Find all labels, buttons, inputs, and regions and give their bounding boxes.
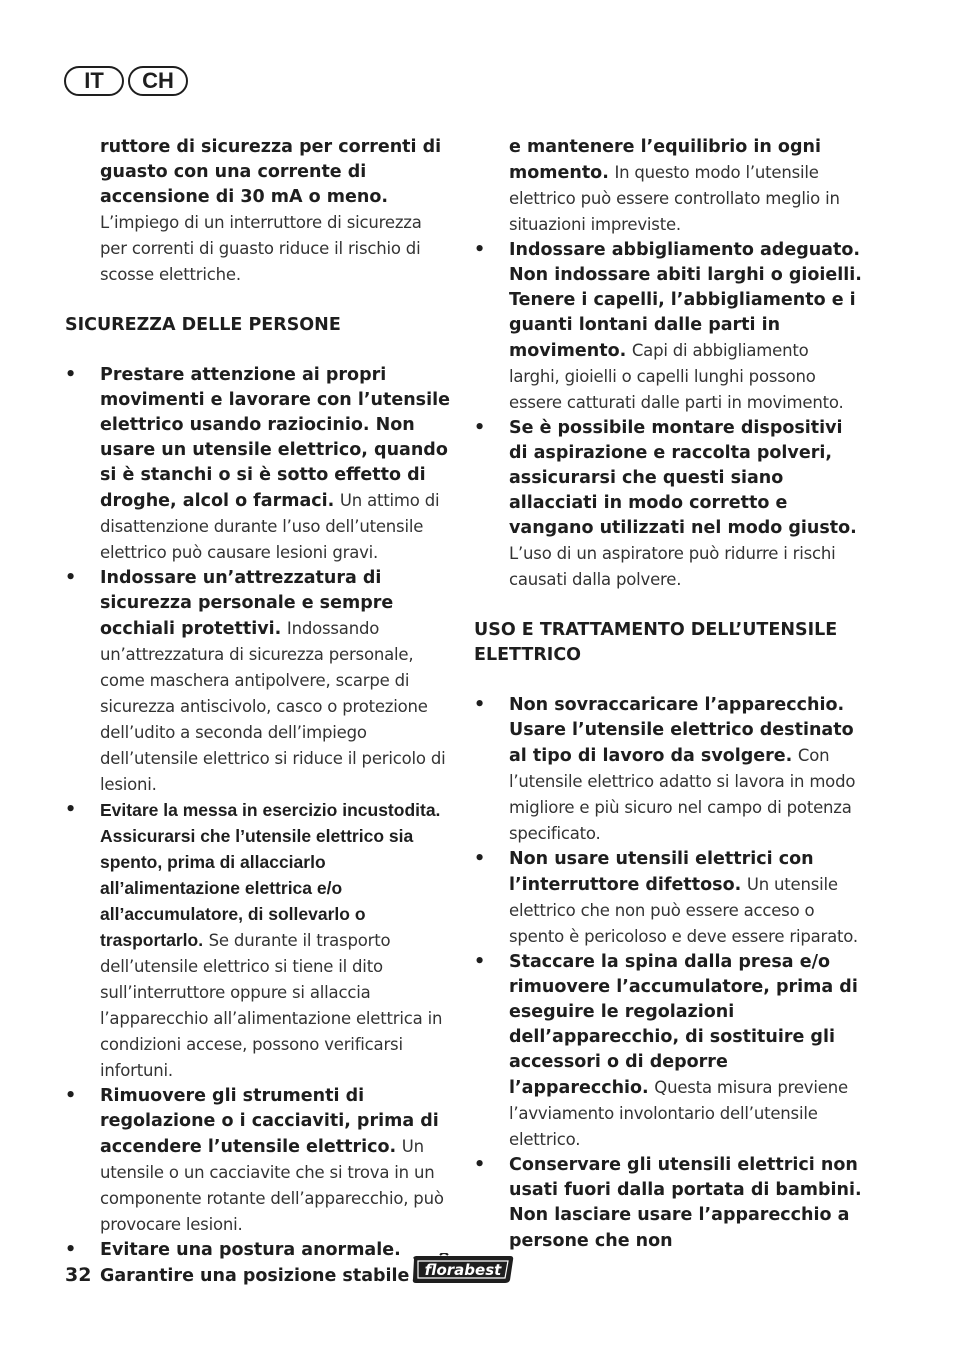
florabest-logo xyxy=(410,1253,516,1285)
bullet-icon: • xyxy=(65,365,77,385)
item-bold-text: Staccare la spina dalla presa e/o rimuovere l’accumulatore, prima di eseguire le regolazioni dell’apparecchio, di sostituire gli accessori o di deporre l’apparecchio. xyxy=(509,952,858,1098)
item-bold-text: Conservare gli utensili elettrici non usati fuori dalla portata di bambini. Non lasciare usare l’apparecchio a persone che non xyxy=(509,1155,862,1251)
paragraph-bold-text: e mantenere l’equilibrio in ogni momento. xyxy=(509,137,821,183)
bullet-icon: • xyxy=(65,1086,77,1106)
language-badge-ch: CH xyxy=(128,66,188,96)
paragraph-bold-text: ruttore di sicurezza per correnti di guasto con una corrente di accensione di 30 mA o meno. xyxy=(100,137,442,207)
list-item xyxy=(65,1084,453,1238)
logo-wordmark: florabest xyxy=(424,1261,502,1279)
section-heading-tool-use: USO E TRATTAMENTO DELL’UTENSILE ELETTRICO xyxy=(474,620,838,665)
item-bold-text: Non sovraccaricare l’apparecchio. Usare l’utensile elettrico destinato al tipo di lavoro da svolgere. xyxy=(509,695,854,766)
list-item xyxy=(474,1153,862,1254)
item-bold-text: Evitare una postura anormale. Garantire una posizione stabile xyxy=(100,1240,410,1286)
language-badge-it: IT xyxy=(64,66,124,96)
item-text: Indossando un’attrezzatura di sicurezza personale, come maschera antipolvere, scarpe di sicurezza antiscivolo, casco o protezione dell’udito a seconda dell’impiego dell’utensile elettrico si riduce il pericolo di lesioni. xyxy=(100,619,446,794)
left-column xyxy=(65,135,453,1289)
bullet-icon: • xyxy=(474,849,486,869)
bullet-icon: • xyxy=(65,1240,77,1260)
bullet-icon: • xyxy=(65,568,77,588)
item-bold-text: Se è possibile montare dispositivi di aspirazione e raccolta polveri, assicurarsi che questi siano allacciati in modo corretto e vangano utilizzati nel modo giusto. xyxy=(509,418,857,538)
continued-paragraph xyxy=(474,135,862,238)
item-text: Questa misura previene l’avviamento involontario dell’utensile elettrico. xyxy=(509,1078,848,1149)
page-number: 32 xyxy=(65,1264,92,1286)
bullet-icon: • xyxy=(474,952,486,972)
bullet-icon: • xyxy=(474,418,486,438)
item-text: Un utensile elettrico che non può essere acceso o spento è pericoloso e deve essere riparato. xyxy=(509,875,858,946)
item-bold-text: Evitare la messa in esercizio incustodita. Assicurarsi che l’utensile elettrico sia spento, prima di allacciarlo all’alimentazione elettrica e/o all’accumulatore, di sollevarlo o trasportarlo. xyxy=(100,800,441,950)
item-text: L’uso di un aspiratore può ridurre i rischi causati dalla polvere. xyxy=(509,544,836,589)
item-bold-text: Indossare abbigliamento adeguato. Non indossare abiti larghi o gioielli. Tenere i capelli, l’abbigliamento e i guanti lontani dalle parti in movimento. xyxy=(509,240,862,361)
bullet-icon: • xyxy=(474,695,486,715)
continued-paragraph xyxy=(65,135,453,288)
list-item xyxy=(474,847,862,950)
paragraph-text: In questo modo l’utensile elettrico può essere controllato meglio in situazioni impreviste. xyxy=(509,163,840,234)
section-heading-persons: SICUREZZA DELLE PERSONE xyxy=(65,315,341,335)
item-text: Capi di abbigliamento larghi, gioielli o capelli lunghi possono essere catturati dalle parti in movimento. xyxy=(509,341,844,412)
list-item xyxy=(474,238,862,416)
paragraph-text: L’impiego di un interruttore di sicurezza per correnti di guasto riduce il rischio di scosse elettriche. xyxy=(100,213,422,284)
item-bold-text: Rimuovere gli strumenti di regolazione o i cacciaviti, prima di accendere l’utensile elettrico. xyxy=(100,1086,439,1157)
list-item xyxy=(65,566,453,798)
right-column xyxy=(474,135,862,1254)
item-text: Con l’utensile elettrico adatto si lavora in modo migliore e più sicuro nel campo di potenza specificato. xyxy=(509,746,856,843)
item-bold-text: Indossare un’attrezzatura di sicurezza personale e sempre occhiali protettivi. xyxy=(100,568,394,639)
list-item xyxy=(65,363,453,566)
item-bold-text: Non usare utensili elettrici con l’interruttore difettoso. xyxy=(509,849,814,895)
list-item xyxy=(65,1238,453,1289)
list-item xyxy=(474,950,862,1153)
list-item xyxy=(474,416,862,593)
bullet-icon: • xyxy=(474,1155,486,1175)
list-item xyxy=(474,693,862,847)
bullet-icon: • xyxy=(474,240,486,260)
item-bold-text: Prestare attenzione ai propri movimenti e lavorare con l’utensile elettrico usando raziocinio. Non usare un utensile elettrico, quando si è stanchi o si è sotto effetto di droghe, alcol o farmaci. xyxy=(100,365,450,511)
item-text: Se durante il trasporto dell’utensile elettrico si tiene il dito sull’interruttore oppure si allaccia l’apparecchio all’alimentazione elettrica in condizioni accese, possono verificarsi infortuni. xyxy=(100,931,443,1080)
item-text: Un attimo di disattenzione durante l’uso dell’utensile elettrico può causare lesioni gravi. xyxy=(100,491,440,562)
list-item xyxy=(65,798,453,1084)
bullet-icon: • xyxy=(65,800,77,820)
item-text: Un utensile o un cacciavite che si trova in un componente rotante dell’apparecchio, può provocare lesioni. xyxy=(100,1137,444,1234)
